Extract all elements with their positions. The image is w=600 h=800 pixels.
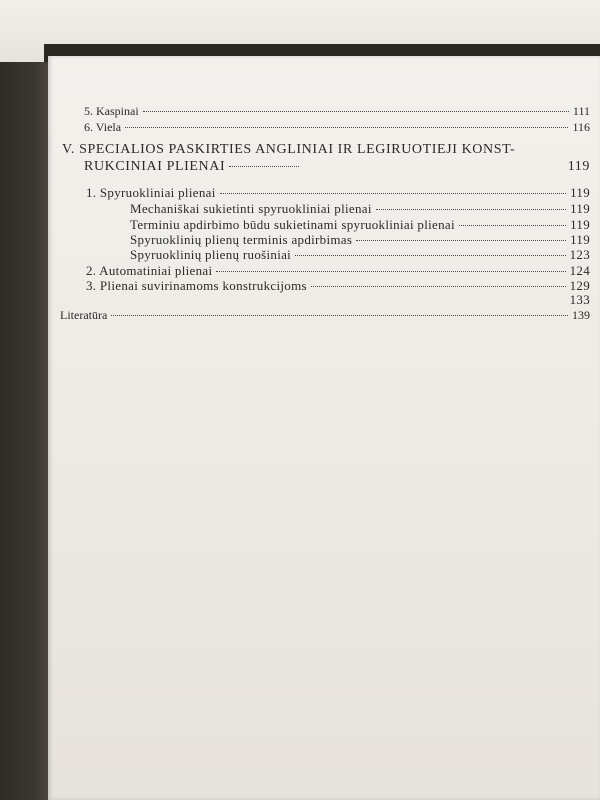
toc-entry-page: 116 [572,120,590,134]
chapter-heading: V. SPECIALIOS PASKIRTIES ANGLINIAI IR LEGIRUOTIEJI KONST- [62,142,516,157]
toc-entry [86,264,590,277]
toc-entry-page: 133 [569,292,590,307]
toc-entry [84,121,590,133]
toc-leader-dots [220,193,566,194]
toc-entry-page: 119 [570,185,590,200]
toc-leader-dots [295,255,566,256]
toc-leader-dots [459,225,566,226]
toc-entry [86,186,590,199]
toc-entry [84,160,590,174]
book-page [48,56,600,800]
toc-entry-page: 124 [569,263,590,278]
toc-entry-label: Spyruoklinių plienų ruošiniai [130,247,292,262]
table-of-contents [48,56,600,800]
toc-entry-label: Literatūra [60,308,108,322]
toc-entry [86,293,590,306]
toc-leader-dots [111,315,568,316]
toc-entry-page: 111 [572,104,590,118]
toc-entry [130,248,590,261]
toc-entry [130,202,590,215]
toc-leader-dots [311,286,566,287]
toc-entry-label: 6. Viela [84,120,122,134]
toc-leader-dots [125,127,568,128]
toc-leader-dots [229,166,299,167]
toc-leader-dots [216,271,565,272]
toc-entry-label: Mechaniškai sukietinti spyruokliniai plienai [130,201,372,216]
toc-leader-dots [376,209,566,210]
toc-entry-page: 119 [567,159,590,174]
toc-entry-label: 2. Automatiniai plienai [86,263,213,278]
toc-entry-page: 123 [569,247,590,262]
toc-entry-label: 1. Spyruokliniai plienai [86,185,216,200]
book-cover-spine [0,62,48,800]
toc-entry-label: 5. Kaspinai [84,104,139,118]
toc-entry-page: 139 [572,308,590,322]
toc-leader-dots [143,111,569,112]
toc-entry [84,105,590,117]
toc-entry-label: Terminiu apdirbimo būdu sukietinami spyruokliniai plienai [130,217,455,232]
toc-leader-dots [356,240,566,241]
toc-entry [86,279,590,292]
toc-entry-page: 119 [570,201,590,216]
toc-entry-page: 119 [570,217,590,232]
toc-entry [130,218,590,231]
toc-entry-label: RUKCINIAI PLIENAI [84,159,226,174]
toc-entry-page: 129 [569,278,590,293]
toc-entry-label: Spyruoklinių plienų terminis apdirbimas [130,232,353,247]
toc-entry [60,309,590,321]
toc-entry [130,233,590,246]
toc-entry-page: 119 [570,232,590,247]
toc-entry-label: 3. Plienai suvirinamoms konstrukcijoms [86,278,307,293]
